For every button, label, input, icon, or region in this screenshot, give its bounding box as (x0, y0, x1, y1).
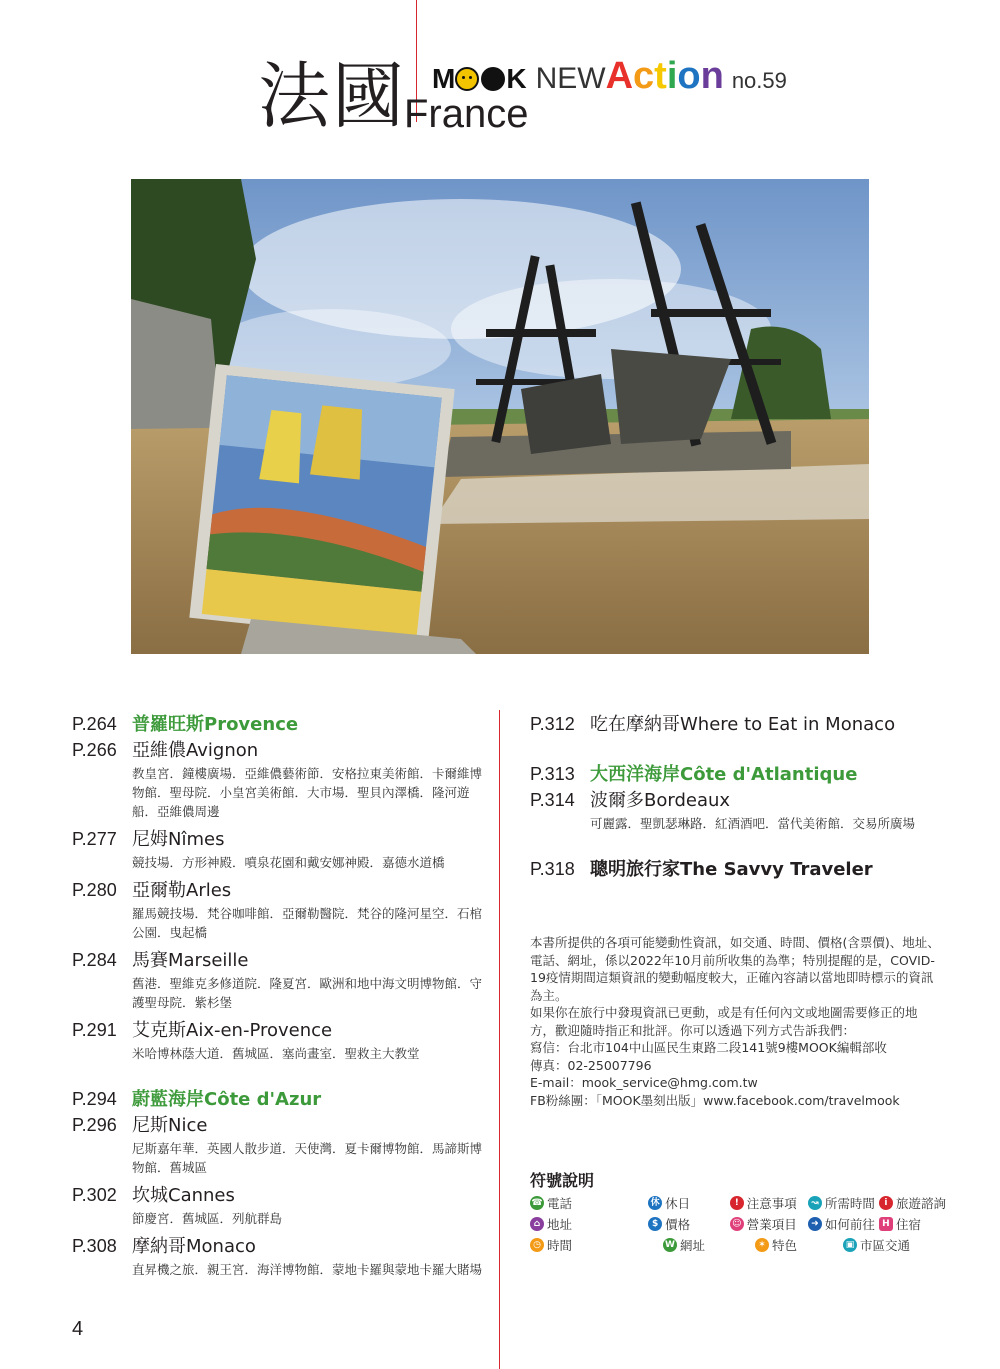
legend-label: 休日 (665, 1195, 691, 1211)
action-letter: o (677, 55, 701, 97)
newaction-logo (535, 55, 724, 97)
note-fax: 傳真：02-25007796 (530, 1057, 652, 1073)
legend-item (808, 1194, 879, 1212)
legend-label: 營業項目 (746, 1216, 797, 1232)
toc-entry-eat-monaco[interactable] (530, 710, 950, 736)
toc-page: P.296 (72, 1115, 117, 1135)
toc-page: P.318 (530, 859, 575, 879)
legend-item (648, 1215, 730, 1233)
legend-title: 符號說明 (530, 1171, 595, 1190)
mook-logo: M K (432, 63, 526, 94)
toc-page: P.280 (72, 880, 117, 900)
toc-subitems: 可麗露．聖凱瑟琳路．紅酒酒吧．當代美術館．交易所廣場 (590, 816, 916, 831)
toc-entry-marseille[interactable] (72, 946, 482, 972)
service-icon: ☺ (730, 1217, 744, 1231)
logo-face-icon (455, 67, 479, 91)
legend-label: 時間 (547, 1237, 573, 1253)
note-paragraph: 如果你在旅行中發現資訊已更動，或是有任何內文或地圖需要修正的地方，歡迎隨時指正和批評。你可以透過下列方式告訴我們： (530, 1005, 918, 1038)
toc-subitems: 教皇宮．鐘樓廣場．亞維儂藝術節．安格拉東美術館．卡爾維博物館．聖母院．小皇宮美術館．大市場．聖貝內澤橋．隆河遊船．亞維儂周邊 (132, 766, 483, 819)
transit-icon: ▣ (843, 1238, 857, 1252)
info-icon: i (879, 1196, 893, 1210)
legend-item (879, 1194, 950, 1212)
address-icon: ⌂ (530, 1217, 544, 1231)
toc-page: P.312 (530, 714, 575, 734)
legend-label: 市區交通 (860, 1237, 911, 1253)
legend-item (808, 1215, 879, 1233)
price-icon: $ (648, 1217, 662, 1231)
hotel-icon: H (879, 1217, 893, 1231)
route-icon: ➜ (808, 1217, 822, 1231)
symbol-legend (530, 1192, 950, 1255)
toc-right-column (530, 710, 950, 881)
page-number: 4 (72, 1318, 84, 1340)
editorial-notes (530, 934, 940, 1109)
toc-city-name: 尼斯Nice (132, 1115, 208, 1136)
holiday-icon: 休 (648, 1196, 662, 1210)
toc-left-column (72, 710, 482, 1283)
toc-page: P.302 (72, 1185, 117, 1205)
warning-icon: ! (730, 1196, 744, 1210)
action-letter: c (633, 55, 655, 97)
toc-subitems: 羅馬競技場．梵谷咖啡館．亞爾勒醫院．梵谷的隆河星空．石棺公園．曳起橋 (132, 906, 483, 940)
toc-page: P.291 (72, 1020, 117, 1040)
legend-label: 旅遊諮詢 (895, 1195, 946, 1211)
toc-entry-aix[interactable] (72, 1016, 482, 1042)
phone-icon: ☎ (531, 1197, 543, 1208)
toc-page: P.266 (72, 740, 117, 760)
legend-label: 特色 (772, 1237, 798, 1253)
toc-page: P.264 (72, 714, 117, 734)
toc-page: P.313 (530, 764, 575, 784)
toc-page: P.314 (530, 790, 575, 810)
toc-section-name: 聰明旅行家The Savvy Traveler (590, 859, 873, 880)
toc-page: P.308 (72, 1236, 117, 1256)
toc-city-name: 波爾多Bordeaux (590, 790, 731, 811)
toc-entry-nimes[interactable] (72, 825, 482, 851)
note-paragraph: 本書所提供的各項可能變動性資訊，如交通、時間、價格(含票價)、地址、電話、網址，係以2022年10月前所收集的為準；特別提醒的是，COVID-19疫情期間這類資訊的變動幅度較大，正確內容請以當地即時標示的資訊為主。 (530, 935, 940, 1003)
legend-label: 網址 (680, 1237, 706, 1253)
toc-entry-cote-dazur[interactable] (72, 1085, 482, 1111)
cover-photo (131, 179, 869, 654)
toc-subitems: 米哈博林蔭大道．舊城區．塞尚畫室．聖救主大教堂 (132, 1046, 420, 1061)
duration-icon: ↝ (808, 1196, 822, 1210)
toc-entry-savvy-traveler[interactable] (530, 855, 950, 881)
toc-city-name: 摩納哥Monaco (132, 1236, 256, 1257)
legend-item (663, 1236, 755, 1254)
legend-label: 電話 (547, 1195, 573, 1211)
legend-label: 所需時間 (824, 1195, 875, 1211)
legend-item (755, 1236, 843, 1254)
legend-item (648, 1194, 730, 1212)
column-divider (499, 710, 500, 1369)
website-icon: W (663, 1238, 677, 1252)
toc-subitems: 尼斯嘉年華．英國人散步道．天使灣．夏卡爾博物館．馬諦斯博物館．舊城區 (132, 1141, 483, 1175)
toc-page: P.277 (72, 829, 117, 849)
brand-logo (432, 56, 787, 96)
toc-city-name: 艾克斯Aix-en-Provence (132, 1020, 333, 1041)
toc-region-name: 蔚藍海岸Côte d'Azur (132, 1089, 322, 1110)
legend-label: 注意事項 (746, 1195, 797, 1211)
legend-row (530, 1192, 950, 1213)
legend-label: 如何前往 (824, 1216, 875, 1232)
brand-new: NEW (535, 62, 606, 95)
action-letter: i (666, 55, 678, 97)
toc-page: P.284 (72, 950, 117, 970)
toc-entry-nice[interactable] (72, 1111, 482, 1137)
toc-city-name: 亞維儂Avignon (132, 740, 259, 761)
toc-entry-atlantique[interactable] (530, 760, 950, 786)
note-facebook[interactable]: FB粉絲團：「MOOK墨刻出版」www.facebook.com/travelmook (530, 1092, 900, 1108)
toc-city-name: 吃在摩納哥Where to Eat in Monaco (590, 714, 896, 735)
legend-item (730, 1215, 808, 1233)
issue-number: no.59 (731, 68, 787, 93)
legend-item (730, 1194, 808, 1212)
toc-entry-arles[interactable] (72, 876, 482, 902)
toc-subitems: 競技場．方形神殿．噴泉花園和戴安娜神殿．嘉德水道橋 (132, 855, 445, 870)
toc-subitems: 舊港．聖維克多修道院．隆夏宮．歐洲和地中海文明博物館．守護聖母院．紫杉堡 (132, 976, 483, 1010)
legend-row (530, 1213, 950, 1234)
action-letter: n (700, 55, 724, 97)
legend-label: 價格 (665, 1216, 691, 1232)
action-letter: t (654, 55, 667, 97)
toc-entry-bordeaux[interactable] (530, 786, 950, 812)
toc-entry-provence[interactable] (72, 710, 482, 736)
toc-city-name: 尼姆Nîmes (132, 829, 225, 850)
legend-item (530, 1194, 648, 1212)
toc-entry-avignon[interactable] (72, 736, 482, 762)
note-address: 寫信：台北市104中山區民生東路二段141號9樓MOOK編輯部收 (530, 1040, 887, 1055)
toc-subitems: 直昇機之旅．親王宮．海洋博物館．蒙地卡羅與蒙地卡羅大賭場 (132, 1262, 483, 1277)
legend-item (530, 1215, 648, 1233)
toc-entry-cannes[interactable] (72, 1181, 482, 1207)
legend-item (843, 1236, 923, 1254)
toc-page: P.294 (72, 1089, 117, 1109)
toc-region-name: 大西洋海岸Côte d'Atlantique (590, 764, 858, 785)
toc-city-name: 亞爾勒Arles (132, 880, 232, 901)
time-icon: ◷ (530, 1238, 544, 1252)
legend-item (530, 1236, 663, 1254)
toc-region-name: 普羅旺斯Provence (132, 714, 299, 735)
logo-dark-circle-icon (481, 67, 505, 91)
legend-row (530, 1234, 950, 1255)
action-letter: A (605, 55, 634, 97)
toc-city-name: 馬賽Marseille (132, 950, 249, 971)
title-english: France (404, 92, 529, 136)
note-email[interactable]: E-mail：mook_service@hmg.com.tw (530, 1075, 758, 1090)
legend-item (879, 1215, 950, 1233)
legend-label: 地址 (547, 1216, 573, 1232)
feature-icon: ✶ (755, 1238, 769, 1252)
legend-label: 住宿 (895, 1216, 921, 1232)
toc-subitems: 節慶宮．舊城區．列航群島 (132, 1211, 283, 1226)
toc-entry-monaco[interactable] (72, 1232, 482, 1258)
title-chinese: 法國 (258, 54, 407, 138)
toc-city-name: 坎城Cannes (132, 1185, 235, 1206)
